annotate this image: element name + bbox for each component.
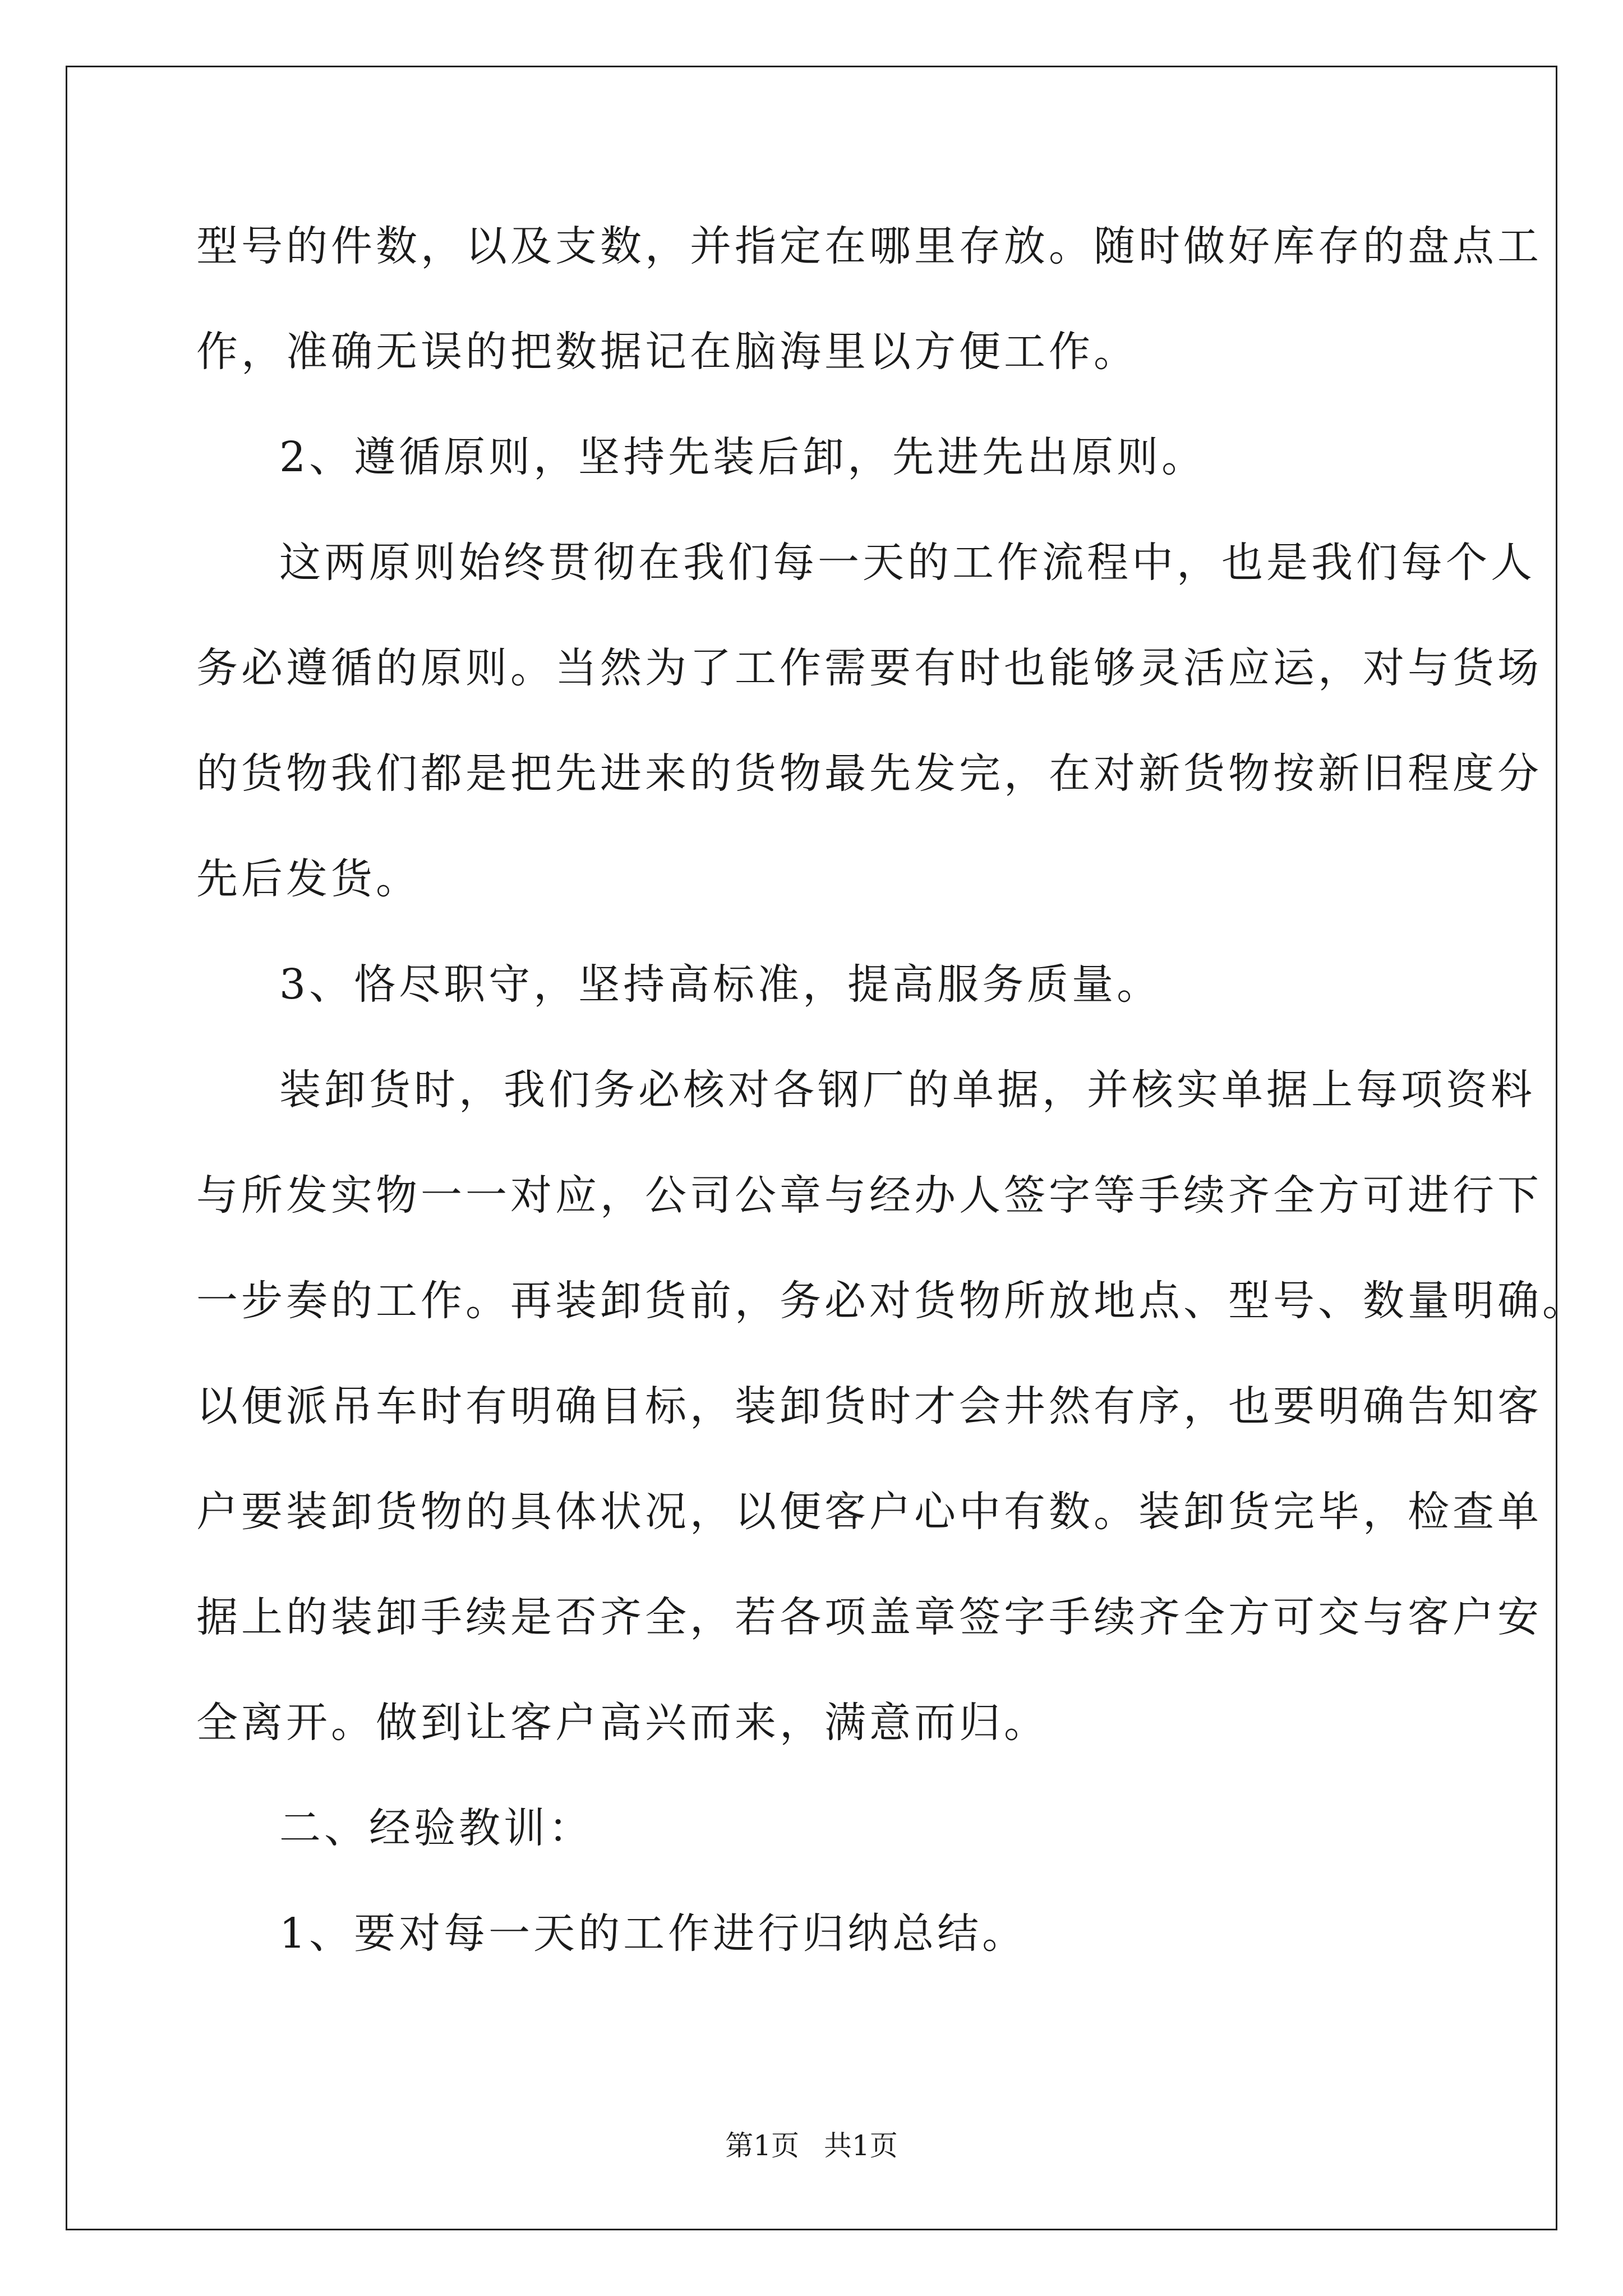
text-line: 务必遵循的原则。当然为了工作需要有时也能够灵活应运，对与货场 <box>196 644 1542 692</box>
text-line: 作，准确无误的把数据记在脑海里以方便工作。 <box>196 328 1138 376</box>
page-total: 共1页 <box>823 2129 898 2162</box>
text-line: 全离开。做到让客户高兴而来，满意而归。 <box>196 1699 1049 1747</box>
text-line: 3、恪尽职守，坚持高标准，提高服务质量。 <box>279 960 1162 1009</box>
text-line: 这两原则始终贯彻在我们每一天的工作流程中，也是我们每个人 <box>279 539 1536 587</box>
text-line: 一步奏的工作。再装卸货前，务必对货物所放地点、型号、数量明确。 <box>196 1277 1587 1325</box>
text-line: 的货物我们都是把先进来的货物最先发完，在对新货物按新旧程度分 <box>196 749 1542 798</box>
text-line: 1、要对每一天的工作进行归纳总结。 <box>279 1910 1027 1958</box>
text-line: 2、遵循原则，坚持先装后卸，先进先出原则。 <box>279 433 1207 481</box>
text-line: 型号的件数，以及支数，并指定在哪里存放。随时做好库存的盘点工 <box>196 222 1542 270</box>
text-line: 户要装卸货物的具体状况，以便客户心中有数。装卸货完毕，检查单 <box>196 1488 1542 1536</box>
text-line: 先后发货。 <box>196 855 421 903</box>
text-line: 与所发实物一一对应，公司公章与经办人签字等手续齐全方可进行下 <box>196 1171 1542 1220</box>
document-body <box>196 194 1587 1986</box>
text-line: 装卸货时，我们务必核对各钢厂的单据，并核实单据上每项资料 <box>279 1066 1536 1114</box>
page-number: 第1页 <box>725 2129 800 2162</box>
text-line: 以便派吊车时有明确目标，装卸货时才会井然有序，也要明确告知客 <box>196 1382 1542 1430</box>
text-line: 据上的装卸手续是否齐全，若各项盖章签字手续齐全方可交与客户安 <box>196 1593 1542 1641</box>
page-footer <box>0 2129 1623 2162</box>
text-line: 二、经验教训： <box>279 1804 593 1852</box>
